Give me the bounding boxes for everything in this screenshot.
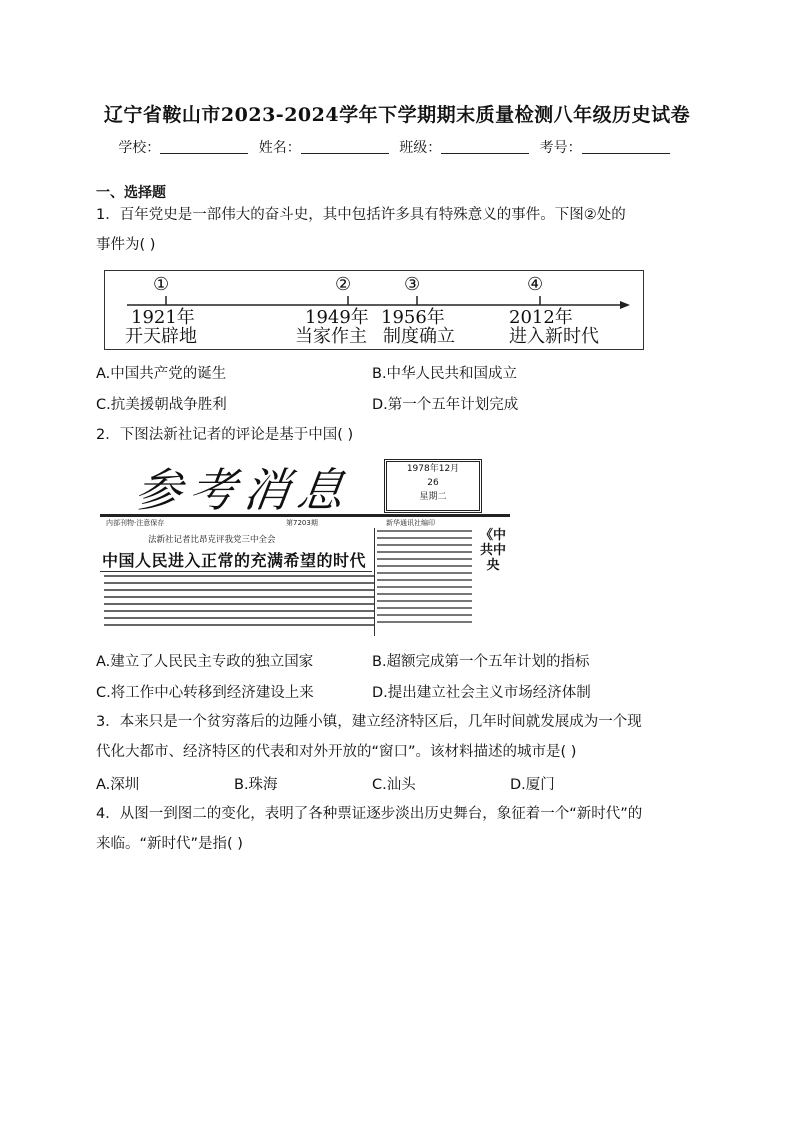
option-2c[interactable]: C.将工作中心转移到经济建设上来 [96,685,314,701]
newspaper-day: 26 [427,478,439,488]
timeline-mark-2: ② [335,274,352,295]
question-3-stem: 3．本来只是一个贫穷落后的边陲小镇，建立经济特区后，几年时间就发展成为一个现 [96,714,642,730]
option-2a[interactable]: A.建立了人民民主专政的独立国家 [96,654,314,670]
newspaper-issue: 第7203期 [286,519,318,527]
question-1-stem-cont: 事件为( ) [96,237,156,253]
newspaper-date-box [384,459,482,513]
timeline-event-2: 当家作主 [295,326,367,347]
option-2d[interactable]: D.提出建立社会主义市场经济体制 [372,685,591,701]
timeline-year-4: 2012年 [509,307,573,328]
name-label: 姓名： [258,140,301,156]
timeline-mark-3: ③ [404,274,421,295]
newspaper-headline: 中国人民进入正常的充满希望的时代 [102,551,367,570]
newspaper-divider [100,571,372,572]
newspaper-masthead: 参考消息 [131,463,356,517]
question-1 [96,200,696,260]
newspaper-weekday: 星期二 [419,492,447,502]
newspaper-meta-left: 内部刊物·注意保存 [106,519,165,527]
question-4 [96,799,696,859]
student-info-line [0,137,794,157]
option-3c[interactable]: C.汕头 [372,777,416,793]
newspaper-body-text [104,575,374,631]
option-1b[interactable]: B.中华人民共和国成立 [372,366,518,382]
option-3b[interactable]: B.珠海 [234,777,278,793]
newspaper-meta-right: 新华通讯社编印 [386,519,435,527]
option-3d[interactable]: D.厦门 [510,777,555,793]
newspaper-figure [100,450,510,640]
option-3a[interactable]: A.深圳 [96,777,140,793]
exam-number-label: 考号： [539,140,582,156]
timeline-event-4: 进入新时代 [509,326,599,347]
school-label: 学校： [118,140,161,156]
exam-title: 辽宁省鞍山市2023-2024学年下学期期末质量检测八年级历史试卷 [103,104,691,126]
school-blank[interactable] [160,138,248,154]
option-1c[interactable]: C.抗美援朝战争胜利 [96,397,227,413]
timeline-event-1: 开天辟地 [125,326,197,347]
timeline-figure [104,270,644,350]
timeline-year-1: 1921年 [131,307,195,328]
newspaper-date: 1978年12月 [406,464,460,474]
timeline-mark-1: ① [153,274,170,295]
timeline-year-3: 1956年 [381,307,445,328]
timeline-event-3: 制度确立 [383,326,455,347]
newspaper-side-headline: 《中共中央 [480,528,507,573]
question-4-stem-cont: 来临。“新时代”是指( ) [96,836,243,852]
newspaper-rule [100,514,510,517]
newspaper-column-divider [374,528,375,636]
question-4-stem: 4．从图一到图二的变化，表明了各种票证逐步淡出历史舞台，象征着一个“新时代”的 [96,806,643,822]
class-blank[interactable] [441,138,529,154]
question-1-stem: 1．百年党史是一部伟大的奋斗史，其中包括许多具有特殊意义的事件。下图②处的 [96,207,626,223]
exam-number-blank[interactable] [582,138,670,154]
newspaper-right-column [377,530,472,628]
class-label: 班级： [399,140,442,156]
timeline-mark-4: ④ [527,274,544,295]
question-2 [96,420,696,450]
option-2b[interactable]: B.超额完成第一个五年计划的指标 [372,654,590,670]
timeline-year-2: 1949年 [305,307,369,328]
question-3 [96,707,696,767]
question-2-stem: 2．下图法新社记者的评论是基于中国( ) [96,427,354,443]
section-heading: 一、选择题 [96,185,166,201]
name-blank[interactable] [301,138,389,154]
option-1d[interactable]: D.第一个五年计划完成 [372,397,519,413]
question-3-stem-cont: 代化大都市、经济特区的代表和对外开放的“窗口”。该材料描述的城市是( ) [96,744,577,760]
option-1a[interactable]: A.中国共产党的诞生 [96,366,227,382]
newspaper-subheadline: 法新社记者比昂克评我党三中全会 [148,535,276,545]
